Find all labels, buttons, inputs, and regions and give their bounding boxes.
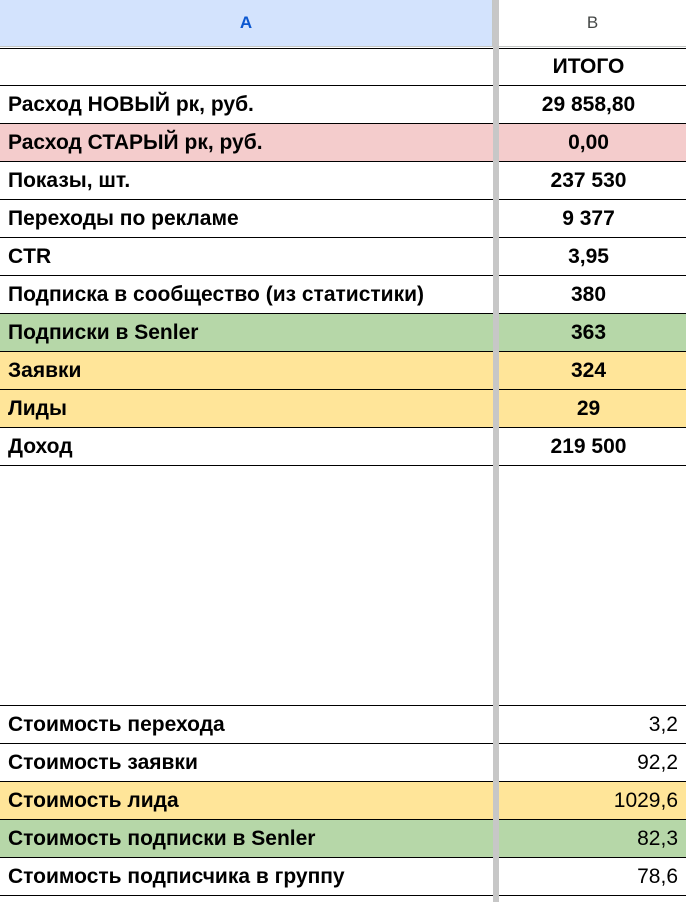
cell-value[interactable]: 380	[499, 276, 686, 314]
cell-label[interactable]: Показы, шт.	[0, 162, 493, 200]
cell-label[interactable]: Доход	[0, 428, 493, 466]
cell-label[interactable]: Стоимость подписчика в группу	[0, 858, 493, 896]
table-row	[0, 820, 686, 858]
cell-value[interactable]: 3,95	[499, 238, 686, 276]
table-row	[0, 782, 686, 820]
cell-value[interactable]: 0,00	[499, 124, 686, 162]
table-row	[0, 238, 686, 276]
cell-label[interactable]: CTR	[0, 238, 493, 276]
cell-value[interactable]: 363	[499, 314, 686, 352]
cell-value[interactable]: 29	[499, 390, 686, 428]
table-row-empty	[0, 466, 686, 706]
cell-label[interactable]: Лиды	[0, 390, 493, 428]
cell-label[interactable]: Заявки	[0, 352, 493, 390]
cell-empty[interactable]	[499, 466, 686, 706]
cell-value[interactable]: 324	[499, 352, 686, 390]
table-row	[0, 124, 686, 162]
cell-value[interactable]: 82,3	[499, 820, 686, 858]
cell-value[interactable]: 9 377	[499, 200, 686, 238]
table-row	[0, 744, 686, 782]
table-row	[0, 352, 686, 390]
cell-value[interactable]: 3,2	[499, 706, 686, 744]
column-header-b[interactable]: B	[499, 0, 686, 47]
table-row	[0, 200, 686, 238]
table-row	[0, 276, 686, 314]
cell-label[interactable]: Стоимость перехода	[0, 706, 493, 744]
cell-empty[interactable]	[0, 466, 493, 706]
cell-label[interactable]: Расход НОВЫЙ рк, руб.	[0, 86, 493, 124]
cell-label[interactable]: Переходы по рекламе	[0, 200, 493, 238]
cell-b-total-header[interactable]: ИТОГО	[499, 48, 686, 86]
cell-label[interactable]: Расход СТАРЫЙ рк, руб.	[0, 124, 493, 162]
table-row	[0, 428, 686, 466]
cell-value[interactable]: 29 858,80	[499, 86, 686, 124]
table-row-header	[0, 48, 686, 86]
table-row	[0, 858, 686, 896]
cell-value[interactable]: 92,2	[499, 744, 686, 782]
cell-label[interactable]: Подписка в сообщество (из статистики)	[0, 276, 493, 314]
grid-rows	[0, 48, 686, 896]
table-row	[0, 390, 686, 428]
cell-label[interactable]: Стоимость лида	[0, 782, 493, 820]
cell-value[interactable]: 78,6	[499, 858, 686, 896]
table-row	[0, 162, 686, 200]
column-header-a[interactable]: A	[0, 0, 493, 47]
cell-value[interactable]: 219 500	[499, 428, 686, 466]
column-header-row	[0, 0, 686, 48]
cell-label[interactable]: Стоимость заявки	[0, 744, 493, 782]
table-row	[0, 314, 686, 352]
table-row	[0, 706, 686, 744]
cell-a[interactable]	[0, 48, 493, 86]
cell-label[interactable]: Стоимость подписки в Senler	[0, 820, 493, 858]
cell-value[interactable]: 237 530	[499, 162, 686, 200]
cell-value[interactable]: 1029,6	[499, 782, 686, 820]
table-row	[0, 86, 686, 124]
cell-label[interactable]: Подписки в Senler	[0, 314, 493, 352]
